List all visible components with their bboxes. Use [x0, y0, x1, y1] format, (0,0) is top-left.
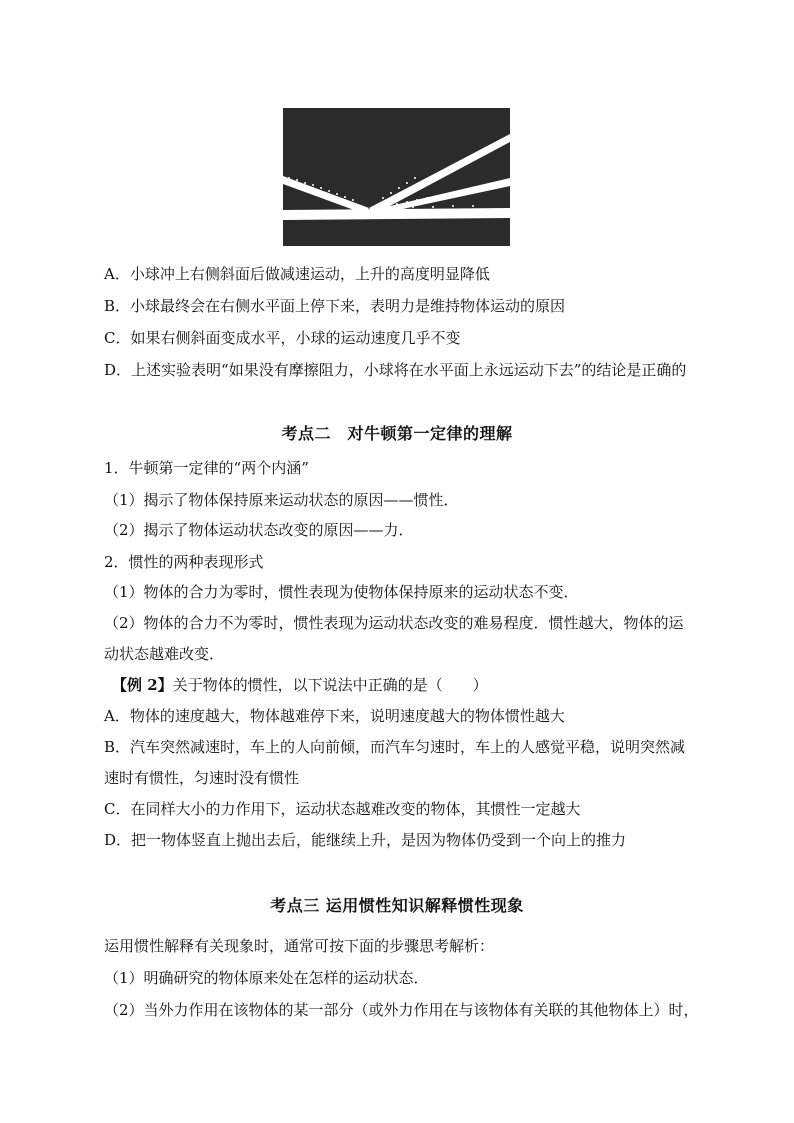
section2-line-5: （1）物体的合力为零时，惯性表现为使物体保持原来的运动状态不变．: [104, 583, 579, 601]
example2-option-b-cont: 速时有惯性，匀速时没有惯性: [104, 769, 300, 787]
example2-tag: 【例 2】: [112, 676, 173, 694]
section2-title: 考点二 对牛顿第一定律的理解: [281, 424, 513, 443]
section3-line-3: （2）当外力作用在该物体的某一部分（或外力作用在与该物体有关联的其他物体上）时，: [104, 1001, 699, 1019]
q1-option-a: A．小球冲上右侧斜面后做减速运动，上升的高度明显降低: [104, 265, 490, 283]
section3-title: 考点三 运用惯性知识解释惯性现象: [270, 896, 524, 915]
section2-line-2: （1）揭示了物体保持原来运动状态的原因——惯性．: [104, 491, 459, 509]
q1-option-d: D．上述实验表明“如果没有摩擦阻力，小球将在水平面上永远运动下去”的结论是正确的: [104, 361, 687, 379]
inclines-diagram: [283, 108, 510, 246]
example2-option-b: B．汽车突然减速时，车上的人向前倾，而汽车匀速时，车上的人感觉平稳，说明突然减: [104, 738, 686, 756]
section2-line-4: 2．惯性的两种表现形式: [104, 553, 264, 571]
section3-line-2: （1）明确研究的物体原来处在怎样的运动状态．: [104, 969, 429, 987]
section2-line-6: （2）物体的合力不为零时，惯性表现为运动状态改变的难易程度．惯性越大，物体的运: [104, 614, 684, 632]
example2-option-c: C．在同样大小的力作用下，运动状态越难改变的物体，其惯性一定越大: [104, 800, 581, 818]
section2-line-1: 1．牛顿第一定律的“两个内涵”: [104, 459, 309, 477]
example2-option-d: D．把一物体竖直上抛出去后，能继续上升，是因为物体仍受到一个向上的推力: [104, 831, 627, 849]
experiment-figure: [283, 108, 510, 246]
q1-option-c: C．如果右侧斜面变成水平，小球的运动速度几乎不变: [104, 329, 461, 347]
example2-option-a: A．物体的速度越大，物体越难停下来，说明速度越大的物体惯性越大: [104, 707, 565, 725]
section2-line-3: （2）揭示了物体运动状态改变的原因——力．: [104, 521, 414, 539]
q1-option-b: B．小球最终会在右侧水平面上停下来，表明力是维持物体运动的原因: [104, 297, 566, 315]
example2-question: [112, 675, 488, 695]
section3-line-1: 运用惯性解释有关现象时，通常可按下面的步骤思考解析：: [104, 937, 495, 955]
example2-question-text: 关于物体的惯性，以下说法中正确的是（ ）: [172, 676, 488, 694]
section2-line-7: 动状态越难改变．: [104, 645, 225, 663]
